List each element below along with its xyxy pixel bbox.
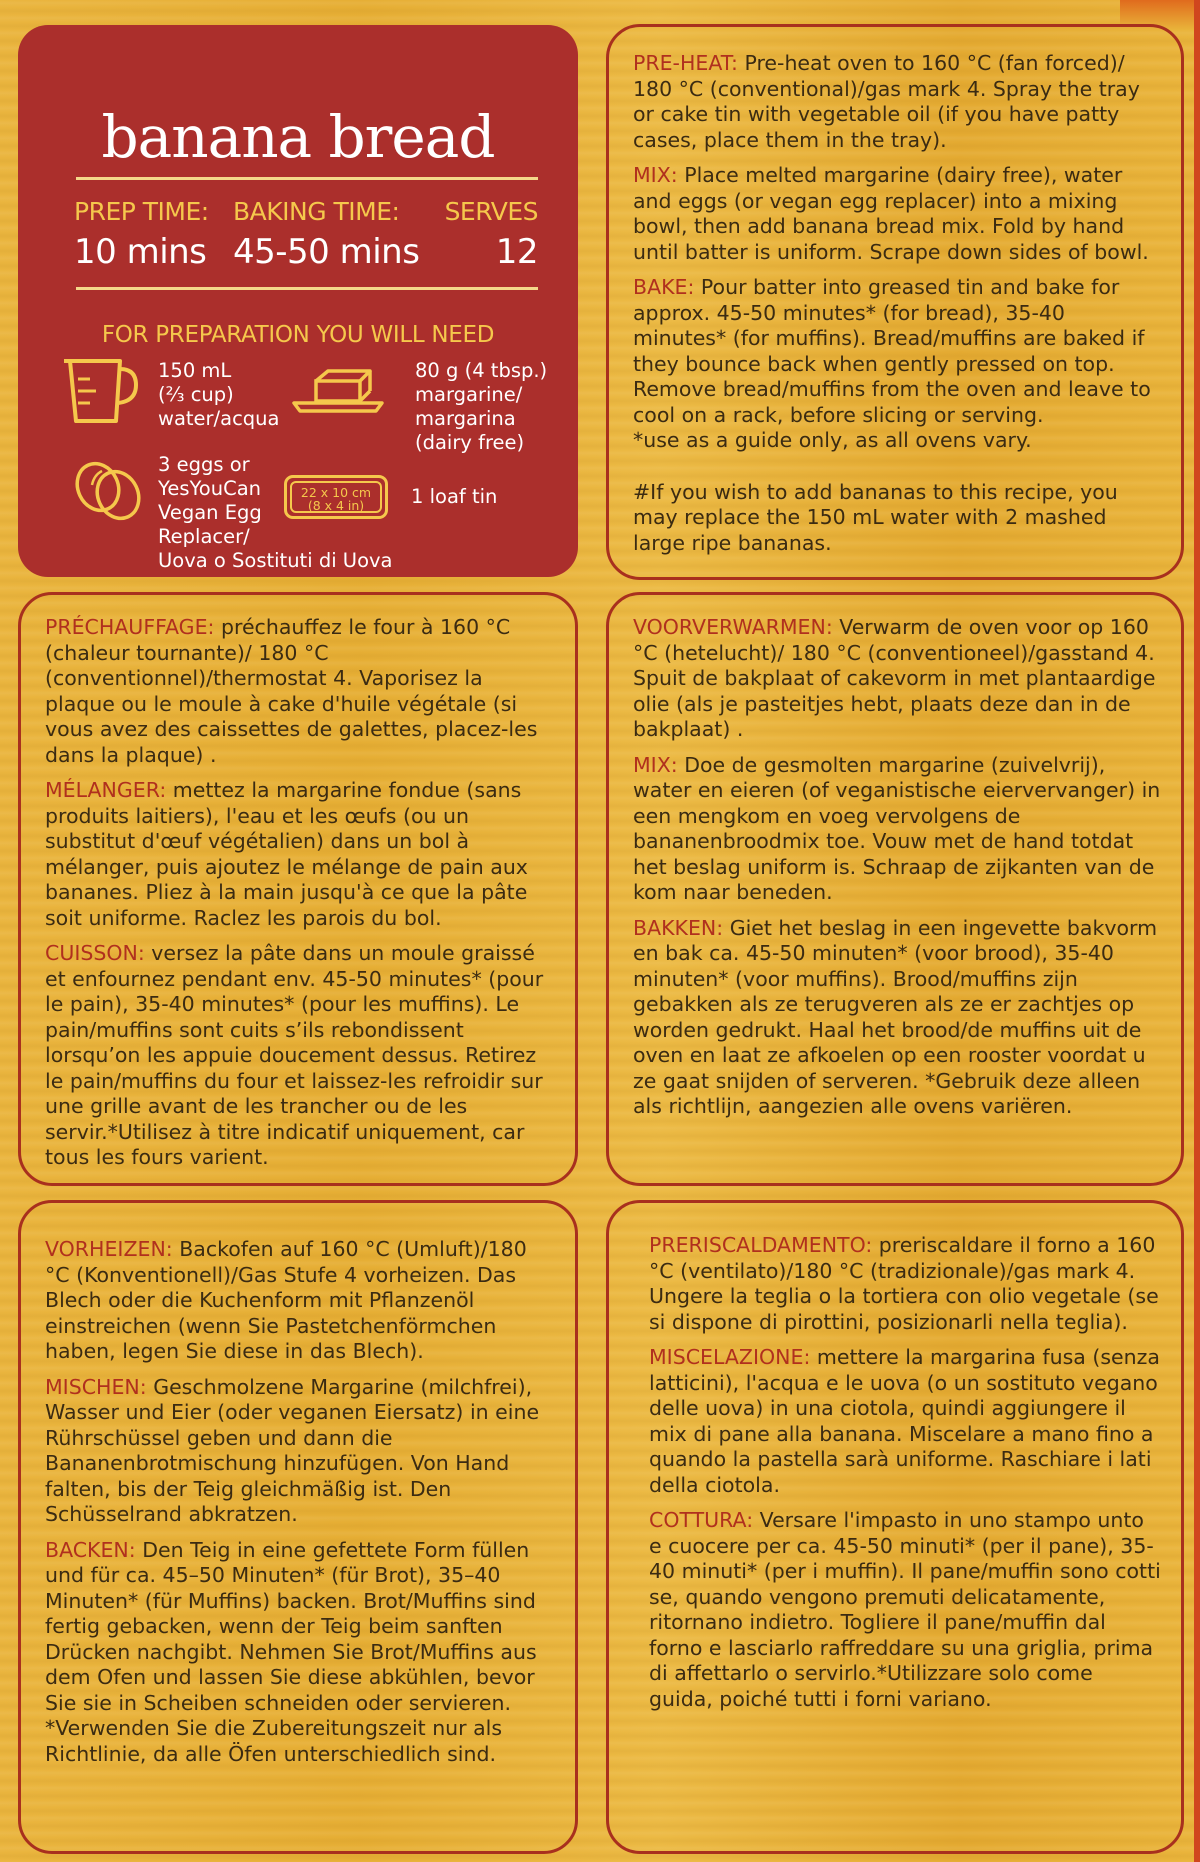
mix-step: [45, 778, 555, 931]
step-text: Versare l'impasto in uno stampo unto e cuocere per ca. 45-50 minuti* (per il pane), 35-40 minuti* (per i muffin). Il pane/muffin sono cotti se, quando vengono premuti delicatamente, ritornano indietro. Togliere il pane/muffin dal forno e lasciarlo raffreddare su una griglia, prima di affettarlo o servirlo.*Utilizzare solo come guida, poiché tutti i forni variano.: [649, 1508, 1161, 1711]
serves-value: 12: [495, 232, 538, 272]
step-label: MIX:: [633, 163, 678, 187]
divider: [76, 287, 538, 290]
preheat-step: [45, 615, 555, 768]
guide-note: *use as a guide only, as all ovens vary.: [633, 428, 1032, 452]
mix-step: [633, 163, 1161, 265]
serves-label: SERVES: [444, 197, 538, 226]
measuring-cup-icon: [60, 355, 140, 427]
bake-step: [45, 941, 555, 1171]
need-heading: FOR PREPARATION YOU WILL NEED: [101, 322, 495, 348]
step-text: Pour batter into greased tin and bake for approx. 45-50 minutes* (for bread), 35-40 minutes* (for muffins). Bread/muffins are baked if they bounce back when gently pressed on top. Remove bread/muffins from the oven and leave to cool on a rack, before slicing or serving.: [633, 275, 1151, 427]
step-text: Verwarm de oven voor op 160 °C (hetelucht)/ 180 °C (conventioneel)/gasstand 4. Spuit de bakplaat of cakevorm in met plantaardige olie (als je pasteitjes hebt, plaats deze dan in de bakplaat) .: [633, 615, 1156, 741]
step-label: MISCHEN:: [45, 1374, 147, 1399]
step-label: PRÉCHAUFFAGE:: [45, 615, 215, 639]
mix-step: [45, 1375, 555, 1528]
need-water: 150 mL (⅔ cup) water/acqua: [158, 359, 280, 430]
step-text: préchauffez le four à 160 °C (chaleur tournante)/ 180 °C (conventionnel)/thermostat 4. Vaporisez la plaque ou le moule à cake d'huile végétale (si vous avez des caissettes de galettes, placez-les dans la plaque) .: [45, 615, 538, 767]
step-text: versez la pâte dans un moule graissé et enfournez pendant env. 45-50 minutes* (pour le pain), 35-40 minutes* (pour les muffins). Le pain/muffins sont cuits s’ils rebondissent lorsqu’on les appuie doucement dessus. Retirez le pain/muffins du four et laissez-les refroidir sur une grille avant de les trancher ou de les servir.*Utilisez à titre indicatif uniquement, car tous les fours varient.: [45, 941, 544, 1169]
baking-time-value: 45-50 mins: [233, 232, 420, 272]
tin-size-imperial: (8 x 4 in): [307, 498, 365, 513]
tin-size: 22 x 10 cm: [300, 485, 372, 500]
step-text: Giet het beslag in een ingevette bakvorm en bak ca. 45-50 minuten* (voor brood), 35-40 minuten* (voor muffins). Brood/muffins zijn gebakken als ze terugveren als ze er zachtjes op worden gedrukt. Haal het brood/de muffins uit de oven en laat ze afkoelen op een rooster voordat u ze gaat snijden of serveren. *Gebruik deze alleen als richtlijn, aangezien alle ovens variëren.: [633, 915, 1158, 1118]
step-label: VOORVERWARMEN:: [633, 615, 833, 639]
eggs-icon: [72, 457, 144, 523]
step-label: PRERISCALDAMENTO:: [649, 1233, 873, 1257]
step-text: mettere la margarina fusa (senza latticini), l'acqua e le uova (o un sostituto vegano delle uova) in una ciotola, quindi aggiungere il mix di pane alla banana. Miscelare a mano fino a quando la pastella sarà uniforme. Raschiare i lati della ciotola.: [649, 1345, 1160, 1497]
dutch-instructions: [606, 592, 1184, 1186]
need-eggs: 3 eggs or YesYouCan Vegan Egg Replacer/ Uova o Sostituti di Uova: [158, 453, 393, 572]
step-label: BACKEN:: [45, 1537, 136, 1562]
edge-stripe: [1194, 0, 1200, 1862]
baking-time-label: BAKING TIME:: [233, 197, 400, 226]
preheat-step: [633, 615, 1161, 743]
step-text: Pre-heat oven to 160 °C (fan forced)/ 180 °C (conventional)/gas mark 4. Spray the tray or cake tin with vegetable oil (if you have patty cases, place them in the tray).: [633, 51, 1140, 152]
butter-dish-icon: [290, 363, 386, 415]
mix-step: [633, 753, 1161, 906]
prep-time-value: 10 mins: [74, 232, 207, 272]
step-text: mettez la margarine fondue (sans produits laitiers), l'eau et les œufs (ou un substitut d'œuf végétalien) dans un bol à mélanger, puis ajoutez le mélange de pain aux bananes. Pliez à la main jusqu'à ce que la pâte soit uniforme. Raclez les parois du bol.: [45, 778, 528, 930]
need-loaf-tin: 1 loaf tin: [411, 485, 498, 508]
bake-step: [633, 275, 1161, 428]
need-margarine: 80 g (4 tbsp.) margarine/ margarina (dairy free): [415, 359, 548, 454]
recipe-title: banana bread: [101, 103, 495, 171]
preheat-step: [649, 1233, 1161, 1335]
step-label: MISCELAZIONE:: [649, 1345, 811, 1369]
divider: [76, 177, 538, 180]
prep-time-label: PREP TIME:: [74, 197, 209, 226]
bake-step: [633, 916, 1161, 1120]
step-label: MIX:: [633, 752, 678, 777]
step-text: Place melted margarine (dairy free), water and eggs (or vegan egg replacer) into a mixing bowl, then add banana bread mix. Fold by hand until batter is uniform. Scrape down sides of bowl.: [633, 163, 1149, 264]
german-instructions: [18, 1200, 578, 1854]
bake-step: [45, 1538, 555, 1768]
preheat-step: [45, 1237, 555, 1365]
step-label: COTTURA:: [649, 1508, 754, 1532]
step-text: Geschmolzene Margarine (milchfrei), Wasser und Eier (oder veganen Eiersatz) in eine Rührschüssel geben und dann die Bananenbrotmischung hinzufügen. Von Hand falten, bis der Teig gleichmäßig ist. Den Schüsselrand abkratzen.: [45, 1374, 540, 1526]
recipe-card: [18, 25, 578, 577]
step-label: BAKKEN:: [633, 915, 724, 940]
italian-instructions: [606, 1200, 1184, 1854]
mix-step: [649, 1345, 1161, 1498]
baking-time: [233, 197, 419, 272]
step-text: Doe de gesmolten margarine (zuivelvrij), water en eieren (of veganistische eiervervanger) in een mengkom en voeg vervolgens de bananenbroodmix toe. Vouw met de hand totdat het beslag uniform is. Schraap de zijkanten van de kom naar beneden.: [633, 752, 1161, 904]
english-instructions: [606, 24, 1184, 580]
step-label: MÉLANGER:: [45, 778, 167, 802]
step-text: Den Teig in eine gefettete Form füllen und für ca. 45–50 Minuten* (für Brot), 35–40 Minuten* (für Muffins) backen. Brot/Muffins sind fertig gebacken, wenn der Teig beim sanften Drücken nachgibt. Nehmen Sie Brot/Muffins aus dem Ofen und lassen Sie diese abkühlen, bevor Sie sie in Scheiben schneiden oder servieren. *Verwenden Sie die Zubereitungszeit nur als Richtlinie, da alle Öfen unterschiedlich sind.: [45, 1537, 537, 1766]
prep-time: [74, 197, 209, 272]
french-instructions: [18, 592, 578, 1186]
preheat-step: [633, 51, 1161, 153]
step-label: PRE-HEAT:: [633, 51, 738, 75]
bake-step: [649, 1508, 1161, 1712]
step-text: preriscaldare il forno a 160 °C (ventilato)/180 °C (tradizionale)/gas mark 4. Ungere la teglia o la tortiera con olio vegetale (se si dispone di pirottini, posizionarli nella teglia).: [649, 1233, 1159, 1334]
serves: [428, 197, 538, 272]
step-text: Backofen auf 160 °C (Umluft)/180 °C (Konventionell)/Gas Stufe 4 vorheizen. Das Blech oder die Kuchenform mit Pflanzenöl einstreichen (wenn Sie Pastetchenförmchen haben, legen Sie diese in das Blech).: [45, 1237, 527, 1363]
step-label: VORHEIZEN:: [45, 1237, 173, 1261]
loaf-tin-icon: [284, 475, 388, 519]
step-label: BAKE:: [633, 275, 695, 299]
banana-note: #If you wish to add bananas to this recipe, you may replace the 150 mL water with 2 mashed large ripe bananas.: [633, 479, 1118, 555]
step-label: CUISSON:: [45, 941, 145, 965]
